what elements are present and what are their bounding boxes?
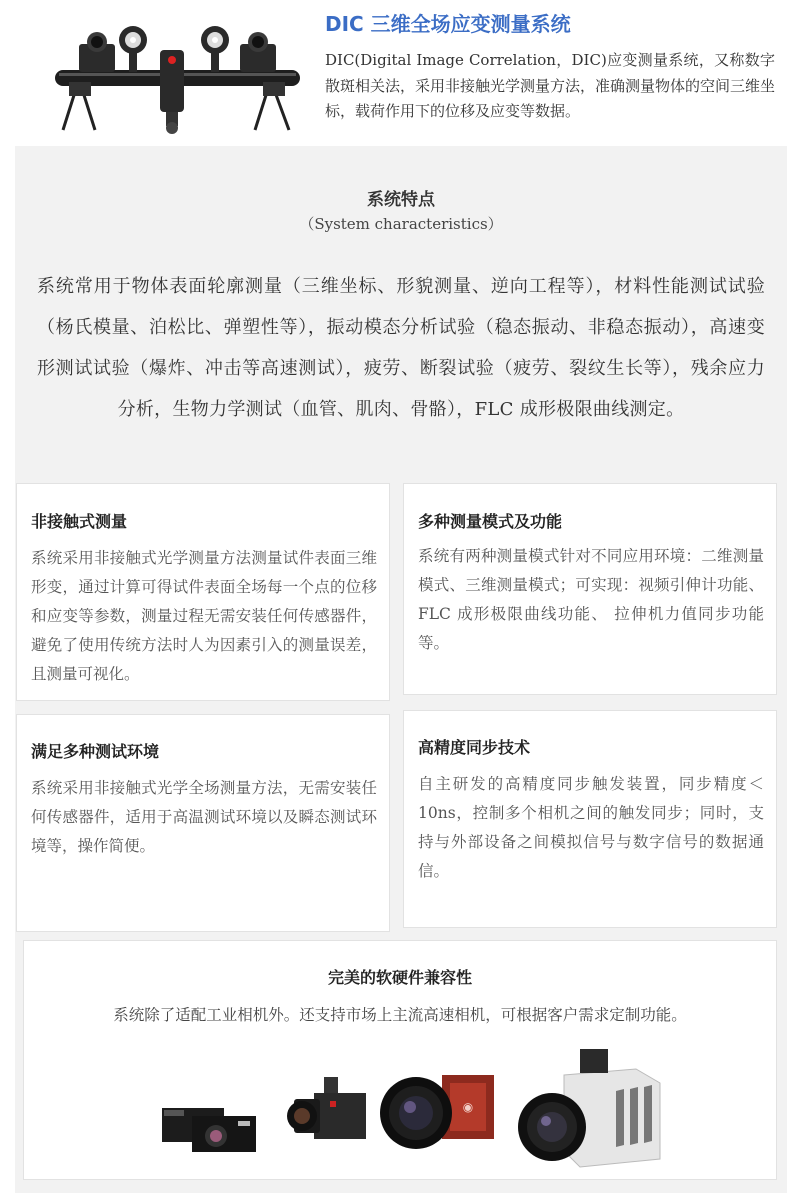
compat-title: 完美的软硬件兼容性 (327, 968, 472, 987)
dic-stereo-camera-rig-image (55, 22, 300, 137)
card-text: 系统采用非接触式光学全场测量方法，无需安装任何传感器件，适用于高温测试环境以及瞬态测试环境等，操作简便。 (31, 779, 377, 855)
card-non-contact (16, 483, 390, 701)
card-title: 非接触式测量 (31, 512, 128, 531)
card-environment (16, 714, 390, 932)
compact-camera-image (287, 1077, 366, 1139)
compat-text: 系统除了适配工业相机外。还支持市场上主流高速相机，可根据客户需求定制功能。 (113, 1006, 687, 1024)
red-camera-image (380, 1075, 494, 1149)
industrial-camera-image (162, 1108, 256, 1152)
hero-description: DIC(Digital Image Correlation，DIC)应变测量系统，又称数字散斑相关法，采用非接触光学测量方法，准确测量物体的空间三维坐标，载荷作用下的位移及应变等数据。 (325, 51, 776, 120)
page-title: DIC 三维全场应变测量系统 (325, 12, 571, 36)
features-title: 系统特点 (367, 190, 435, 210)
card-text: 自主研发的高精度同步触发装置，同步精度＜10ns，控制多个相机之间的触发同步；同时，支持与外部设备之间模拟信号与数字信号的数据通信。 (418, 775, 764, 880)
card-title: 高精度同步技术 (418, 738, 531, 757)
card-sync (403, 710, 777, 928)
card-title: 多种测量模式及功能 (418, 512, 563, 531)
features-subtitle: （System characteristics） (299, 215, 503, 233)
card-text: 系统有两种测量模式针对不同应用环境：二维测量模式、三维测量模式；可实现：视频引伸计功能、 FLC 成形极限曲线功能、 拉伸机力值同步功能等。 (418, 547, 764, 652)
camera-lineup-image (24, 1041, 778, 1181)
card-text: 系统采用非接触式光学测量方法测量试件表面三维形变，通过计算可得试件表面全场每一个点的位移和应变等参数，测量过程无需安装任何传感器件，避免了使用传统方法时人为因素引入的测量误差，且测量可视化。 (31, 549, 377, 683)
compat-section (23, 940, 777, 1180)
svg-text:◉: ◉ (462, 1100, 474, 1114)
card-title: 满足多种测试环境 (31, 742, 160, 761)
hero-section (0, 0, 802, 146)
card-modes (403, 483, 777, 695)
high-speed-camera-image (518, 1049, 660, 1167)
features-body: 系统常用于物体表面轮廓测量（三维坐标、形貌测量、逆向工程等），材料性能测试试验（杨氏模量、泊松比、弹塑性等），振动模态分析试验（稳态振动、非稳态振动），高速变形测试试验（爆炸、冲击等高速测试），疲劳、断裂试验（疲劳、裂纹生长等），残余应力分析，生物力学测试（血管、肌肉、骨骼），FLC 成形极限曲线测定。 (37, 276, 765, 420)
